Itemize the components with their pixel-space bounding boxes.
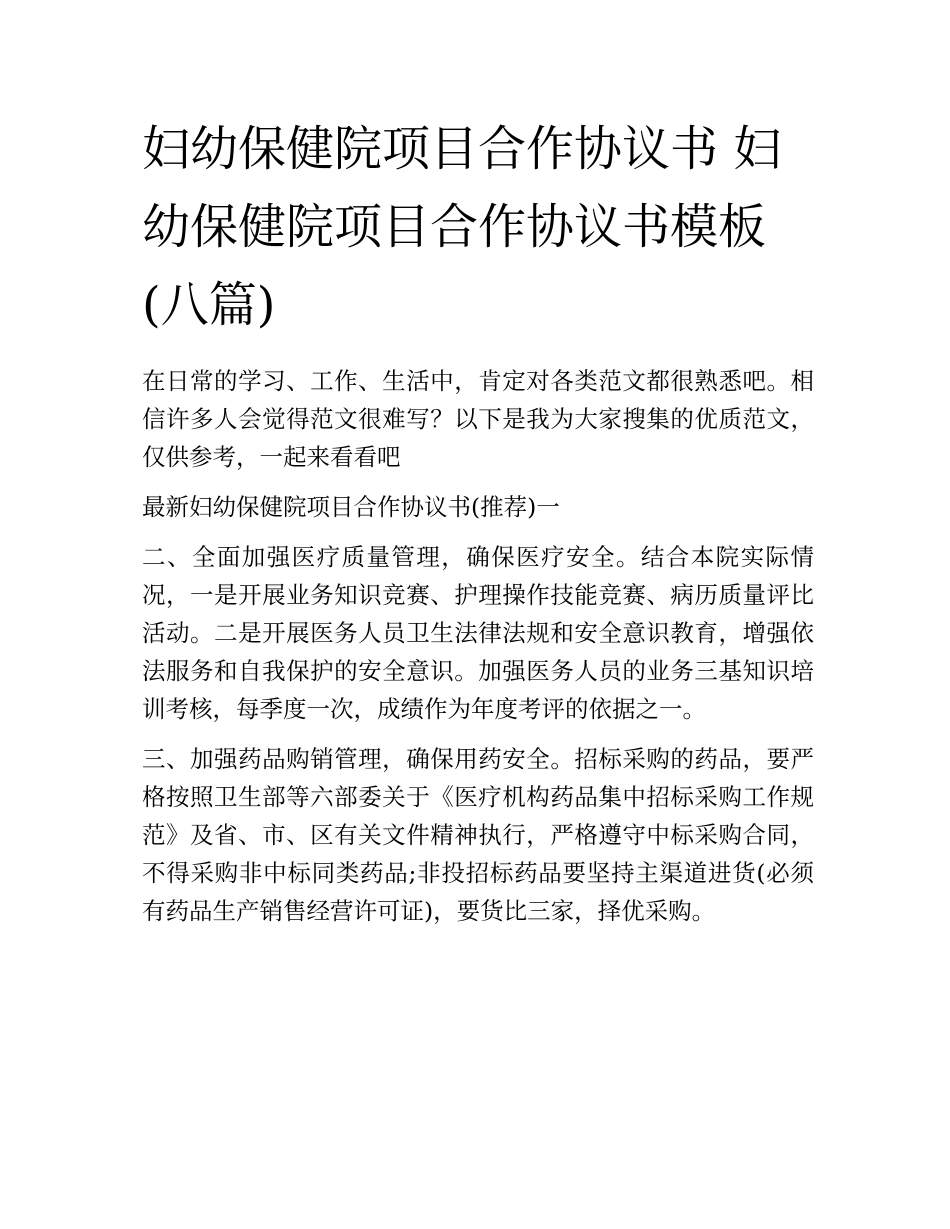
body-paragraph: 三、加强药品购销管理，确保用药安全。招标采购的药品，要严格按照卫生部等六部委关于《医疗机构药品集中招标采购工作规范》及省、市、区有关文件精神执行，严格遵守中标采购合同，不得采购非中标同类药品;非投招标药品要坚持主渠道进货(必须有药品生产销售经营许可证)，要货比三家，择优采购。 [142, 745, 814, 925]
section-heading: 最新妇幼保健院项目合作协议书(推荐)一 [142, 493, 560, 521]
body-paragraph: 二、全面加强医疗质量管理，确保医疗安全。结合本院实际情况，一是开展业务知识竞赛、护理操作技能竞赛、病历质量评比活动。二是开展医务人员卫生法律法规和安全意识教育，增强依法服务和自我保护的安全意识。加强医务人员的业务三基知识培训考核，每季度一次，成绩作为年度考评的依据之一。 [142, 543, 814, 723]
intro-paragraph: 在日常的学习、工作、生活中，肯定对各类范文都很熟悉吧。相信许多人会觉得范文很难写？以下是我为大家搜集的优质范文，仅供参考，一起来看看吧 [142, 367, 814, 471]
document-title: 妇幼保健院项目合作协议书 妇幼保健院项目合作协议书模板(八篇) [142, 121, 782, 333]
